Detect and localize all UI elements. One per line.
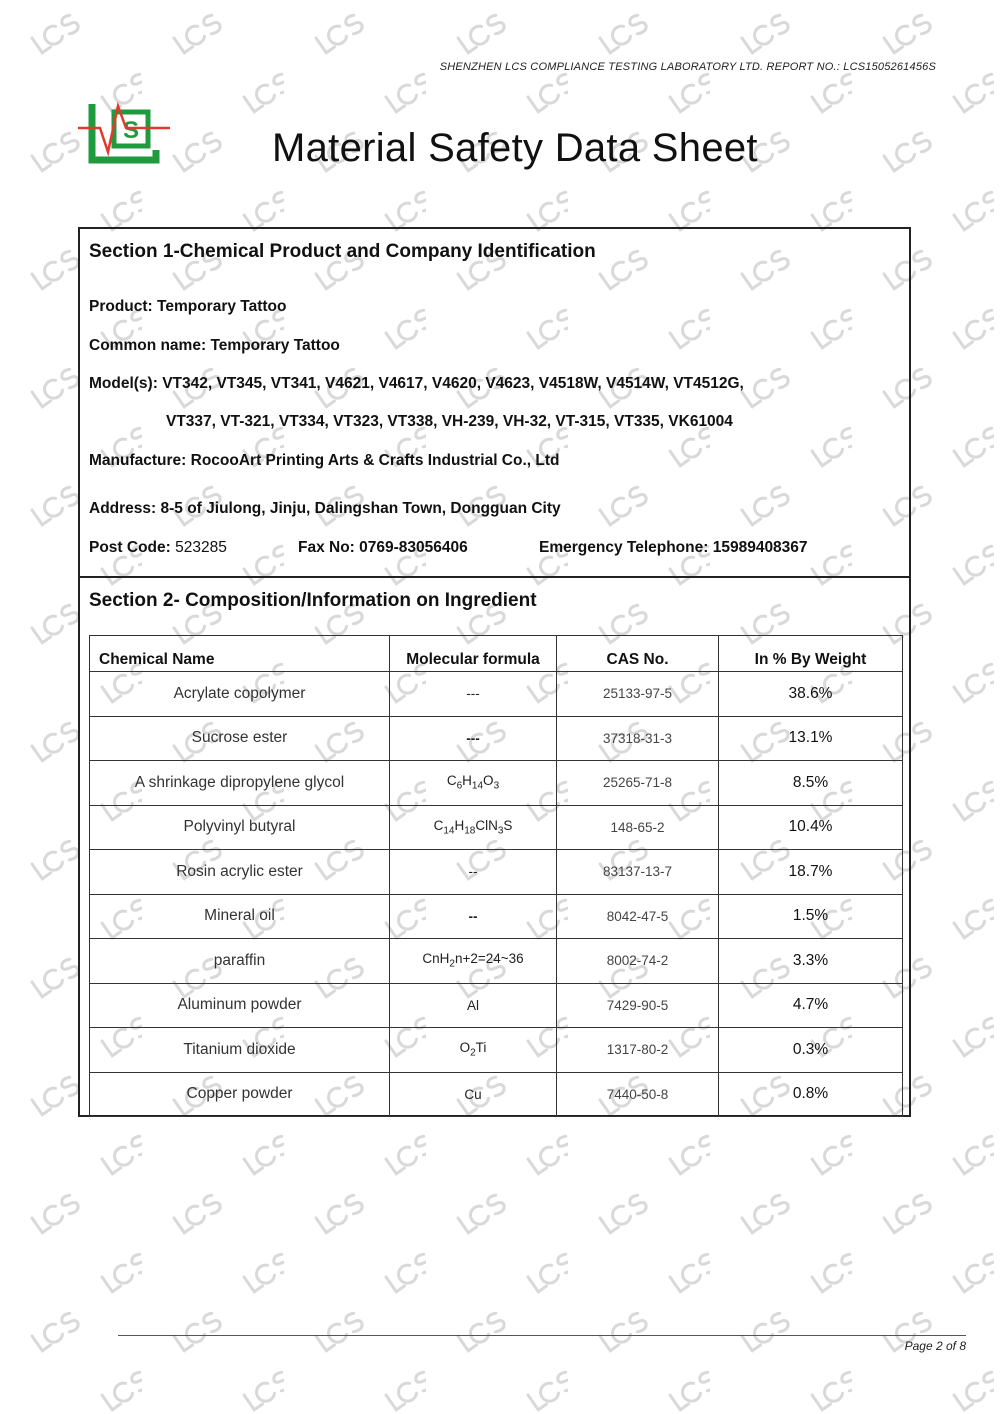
column-header-molecular-formula: Molecular formula: [390, 636, 557, 672]
ingredient-table-header: [90, 636, 903, 672]
models-label: Model(s):: [89, 375, 158, 392]
weight-percent: 13.1%: [719, 716, 903, 761]
column-header-cas-no: CAS No.: [557, 636, 719, 672]
weight-percent: 1.5%: [719, 894, 903, 939]
cas-number: 25265-71-8: [557, 761, 719, 806]
models-line-1: VT342, VT345, VT341, V4621, V4617, V4620, V4623, V4518W, V4514W, VT4512G,: [162, 375, 744, 392]
product-row: [89, 298, 287, 316]
fax-field: [298, 539, 468, 557]
chemical-name: A shrinkage dipropylene glycol: [90, 761, 390, 806]
weight-percent: 3.3%: [719, 939, 903, 984]
cas-number: 25133-97-5: [557, 672, 719, 717]
weight-percent: 18.7%: [719, 850, 903, 895]
models-row-2: [166, 413, 733, 431]
chemical-name: paraffin: [90, 939, 390, 984]
emergency-value: 15989408367: [712, 539, 808, 556]
section-2-title: Section 2- Composition/Information on Ingredient: [89, 590, 537, 611]
molecular-formula: Cu: [390, 1072, 557, 1117]
table-row: [90, 850, 903, 895]
common-name-value: Temporary Tattoo: [210, 337, 340, 354]
chemical-name: Titanium dioxide: [90, 1028, 390, 1073]
table-row: [90, 939, 903, 984]
chemical-name: Rosin acrylic ester: [90, 850, 390, 895]
molecular-formula: --: [390, 894, 557, 939]
emergency-label: Emergency Telephone:: [539, 539, 709, 556]
chemical-name: Mineral oil: [90, 894, 390, 939]
ingredient-table: [89, 635, 903, 1117]
molecular-formula: $C_{14}H_{18}ClN_3S$: [390, 805, 557, 850]
manufacture-label: Manufacture:: [89, 452, 187, 469]
weight-percent: 38.6%: [719, 672, 903, 717]
table-row: [90, 1072, 903, 1117]
address-value: 8-5 of Jiulong, Jinju, Dalingshan Town, Dongguan City: [160, 500, 561, 517]
address-label: Address:: [89, 500, 157, 517]
common-name-label: Common name:: [89, 337, 207, 354]
table-row: [90, 894, 903, 939]
molecular-formula: ---: [390, 716, 557, 761]
post-code-label: Post Code:: [89, 539, 171, 556]
cas-number: 1317-80-2: [557, 1028, 719, 1073]
weight-percent: 0.3%: [719, 1028, 903, 1073]
address-row: [89, 500, 561, 518]
svg-text:S: S: [122, 117, 140, 144]
table-row: [90, 1028, 903, 1073]
models-line-2: VT337, VT-321, VT334, VT323, VT338, VH-239, VH-32, VT-315, VT335, VK61004: [166, 413, 733, 430]
weight-percent: 8.5%: [719, 761, 903, 806]
manufacture-row: [89, 452, 560, 470]
table-row: [90, 716, 903, 761]
chemical-name: Sucrose ester: [90, 716, 390, 761]
chemical-name: Aluminum powder: [90, 983, 390, 1028]
section-1: [80, 229, 909, 578]
lcs-logo: [78, 100, 170, 166]
post-code-value: 523285: [175, 539, 227, 556]
post-code-field: [89, 539, 227, 557]
models-row: [89, 375, 744, 393]
table-row: [90, 672, 903, 717]
common-name-row: [89, 337, 340, 355]
cas-number: 37318-31-3: [557, 716, 719, 761]
weight-percent: 4.7%: [719, 983, 903, 1028]
product-value: Temporary Tattoo: [157, 298, 287, 315]
cas-number: 8002-74-2: [557, 939, 719, 984]
product-label: Product:: [89, 298, 153, 315]
weight-percent: 0.8%: [719, 1072, 903, 1117]
report-header: SHENZHEN LCS COMPLIANCE TESTING LABORATORY LTD. REPORT NO.: LCS1505261456S: [439, 61, 936, 73]
molecular-formula: ---: [390, 672, 557, 717]
cas-number: 148-65-2: [557, 805, 719, 850]
table-row: [90, 761, 903, 806]
fax-label: Fax No:: [298, 539, 355, 556]
weight-percent: 10.4%: [719, 805, 903, 850]
cas-number: 8042-47-5: [557, 894, 719, 939]
column-header-weight-percent: In % By Weight: [719, 636, 903, 672]
molecular-formula: Al: [390, 983, 557, 1028]
chemical-name: Polyvinyl butyral: [90, 805, 390, 850]
cas-number: 83137-13-7: [557, 850, 719, 895]
fax-value: 0769-83056406: [359, 539, 468, 556]
msds-frame: [78, 227, 911, 1117]
cas-number: 7440-50-8: [557, 1072, 719, 1117]
column-header-chemical-name: Chemical Name: [90, 636, 390, 672]
chemical-name: Copper powder: [90, 1072, 390, 1117]
manufacture-value: RocooArt Printing Arts & Crafts Industrial Co., Ltd: [190, 452, 560, 469]
emergency-telephone-field: [539, 539, 808, 557]
section-1-title: Section 1-Chemical Product and Company Identification: [89, 241, 596, 262]
footer-divider: [118, 1335, 966, 1336]
molecular-formula: --: [390, 850, 557, 895]
molecular-formula: CnH$_2$n+2=24~36: [390, 939, 557, 984]
chemical-name: Acrylate copolymer: [90, 672, 390, 717]
molecular-formula: $O_2Ti$: [390, 1028, 557, 1073]
molecular-formula: $C_6H_{14}O_3$: [390, 761, 557, 806]
table-row: [90, 805, 903, 850]
page-number: Page 2 of 8: [904, 1339, 966, 1353]
table-row: [90, 983, 903, 1028]
cas-number: 7429-90-5: [557, 983, 719, 1028]
document-title: Material Safety Data Sheet: [272, 126, 758, 170]
